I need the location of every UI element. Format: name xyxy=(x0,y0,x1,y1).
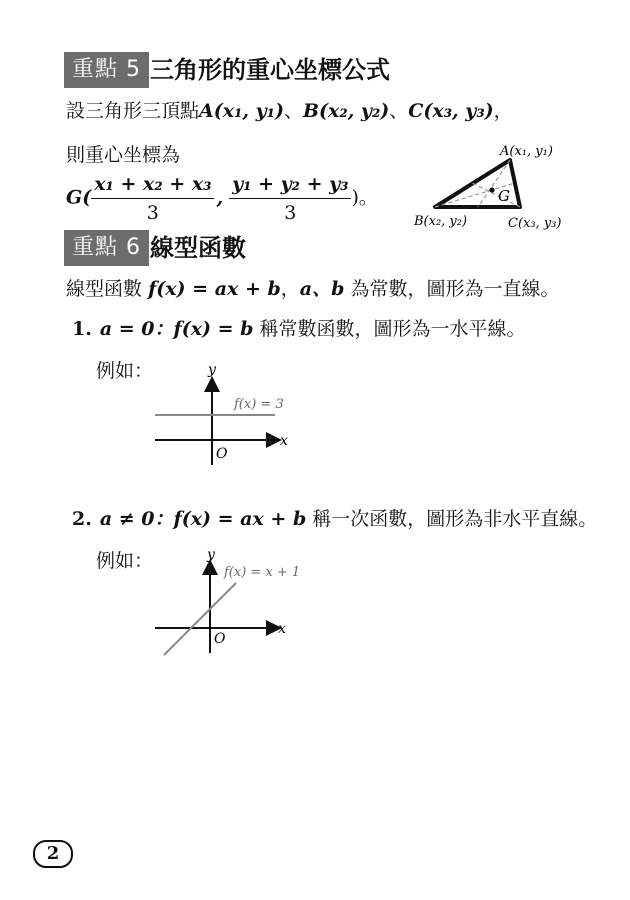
fraction-y xyxy=(229,172,351,225)
point-b: B(x₂, y₂) xyxy=(303,100,390,122)
fraction-y-denominator: 3 xyxy=(284,202,297,224)
example-label-2: 例如： xyxy=(96,550,154,572)
linear-function-graph xyxy=(150,545,320,665)
page-number: 2 xyxy=(33,840,73,868)
vertices-line xyxy=(66,98,513,124)
separator: 、 xyxy=(283,100,303,122)
point-a: A(x₁, y₁) xyxy=(199,100,284,122)
median-line xyxy=(472,183,520,207)
item-2 xyxy=(72,506,597,532)
g-suffix: )。 xyxy=(351,186,378,209)
separator: 、 xyxy=(389,100,409,122)
triangle-diagram xyxy=(400,135,590,235)
comma: , xyxy=(216,186,224,209)
item-2-number: 2. xyxy=(72,508,92,530)
function-label: f(x) = 3 xyxy=(234,397,284,412)
vertices-suffix: ， xyxy=(493,100,513,122)
item-1-text: 稱常數函數，圖形為一水平線。 xyxy=(259,318,526,340)
item-2-text: 稱一次函數，圖形為非水平直線。 xyxy=(312,508,598,530)
item-1-number: 1. xyxy=(72,318,92,340)
section-tag-6: 重點 6 xyxy=(64,230,149,266)
fraction-x-numerator: x₁ + x₂ + x₃ xyxy=(91,172,214,199)
label-g: G xyxy=(498,187,510,205)
centroid-point xyxy=(489,187,494,192)
y-axis-label: y xyxy=(208,362,216,378)
label-vertex-c: C(x₃, y₃) xyxy=(508,216,562,231)
centroid-formula xyxy=(66,172,378,225)
intro-mid: ， xyxy=(280,278,300,300)
point-c: C(x₃, y₃) xyxy=(408,100,494,122)
intro-prefix: 線型函數 xyxy=(66,278,143,300)
intro-suffix: 為常數，圖形為一直線。 xyxy=(350,278,560,300)
item-1-condition: a = 0：f(x) = b xyxy=(99,318,254,340)
centroid-intro: 則重心坐標為 xyxy=(66,144,181,166)
fraction-x xyxy=(91,172,214,225)
example-label-1: 例如： xyxy=(96,360,154,382)
intro-vars: a、b xyxy=(299,278,345,300)
label-vertex-a: A(x₁, y₁) xyxy=(500,144,553,159)
y-axis-label: y xyxy=(207,547,215,563)
section-title-6: 線型函數 xyxy=(150,234,246,262)
x-axis-label: x xyxy=(278,621,286,637)
label-vertex-b: B(x₂, y₂) xyxy=(414,214,468,229)
origin-label: O xyxy=(216,446,228,462)
x-axis-label: x xyxy=(280,433,288,449)
item-2-condition: a ≠ 0：f(x) = ax + b xyxy=(99,508,307,530)
fraction-y-numerator: y₁ + y₂ + y₃ xyxy=(229,172,351,199)
constant-function-graph xyxy=(150,360,310,470)
section-tag-5: 重點 5 xyxy=(64,52,149,88)
section-title-5: 三角形的重心坐標公式 xyxy=(150,56,390,84)
linear-function-intro xyxy=(66,276,559,302)
origin-label: O xyxy=(214,631,226,647)
vertices-prefix: 設三角形三頂點 xyxy=(66,100,200,122)
fraction-x-denominator: 3 xyxy=(146,202,159,224)
g-prefix: G( xyxy=(66,186,92,209)
item-1 xyxy=(72,316,526,342)
function-label: f(x) = x + 1 xyxy=(224,565,301,580)
intro-formula: f(x) = ax + b xyxy=(148,278,281,300)
